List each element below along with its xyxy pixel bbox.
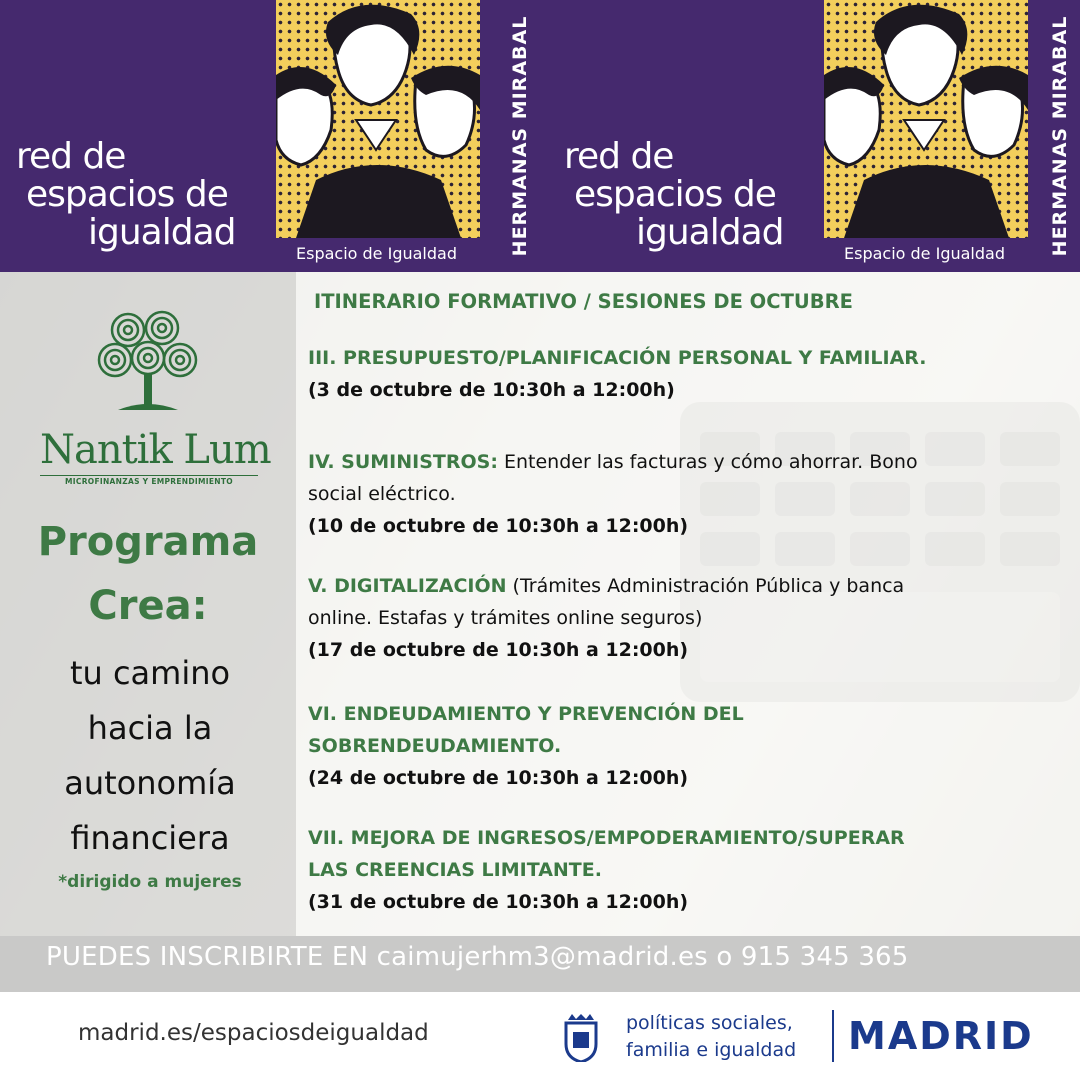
session-description-line: social eléctrico.	[308, 483, 456, 505]
session-description-line: online. Estafas y trámites online seguros)	[308, 607, 703, 629]
mirabal-sisters-illustration	[824, 0, 1028, 238]
logo-line-2: espacios de	[574, 174, 776, 215]
session-iii	[308, 342, 1068, 406]
session-heading	[308, 822, 1068, 854]
logo-line-1: red de	[564, 136, 674, 177]
program-subtitle	[0, 646, 300, 866]
session-vi	[308, 698, 1068, 794]
footer-divider	[832, 1010, 834, 1062]
hermanas-mirabal-title: HERMANAS MIRABAL	[1049, 15, 1071, 257]
session-date: (10 de octubre de 10:30h a 12:00h)	[308, 515, 689, 537]
itinerary-title: ITINERARIO FORMATIVO / SESIONES DE OCTUBRE	[314, 290, 853, 313]
madrid-logo-text: MADRID	[848, 1014, 1034, 1058]
session-heading	[308, 342, 1068, 374]
inscription-text: PUEDES INSCRIBIRTE EN caimujerhm3@madrid.es o 915 345 365	[46, 942, 909, 972]
program-title-line-2: Crea:	[88, 583, 208, 629]
session-vii	[308, 822, 1068, 918]
logo-line-3: igualdad	[88, 212, 236, 253]
banner-right	[548, 0, 1080, 272]
mirabal-sisters-illustration	[276, 0, 480, 238]
program-subtitle-line: financiera	[70, 819, 230, 857]
madrid-crest-icon	[564, 1014, 598, 1062]
program-left-panel	[0, 272, 296, 936]
logo-line-2: espacios de	[26, 174, 228, 215]
session-heading-text: SOBRENDEUDAMIENTO.	[308, 735, 562, 757]
session-description: Entender las facturas y cómo ahorrar. Bono	[497, 451, 918, 473]
session-date: (17 de octubre de 10:30h a 12:00h)	[308, 639, 689, 661]
session-heading	[308, 570, 1068, 602]
session-heading	[308, 446, 1068, 478]
top-banner	[0, 0, 1080, 272]
session-heading-text: IV. SUMINISTROS:	[308, 451, 498, 473]
target-audience-note: *dirigido a mujeres	[58, 872, 242, 892]
session-heading-text: V. DIGITALIZACIÓN	[308, 575, 507, 597]
inscription-bar	[0, 936, 1080, 992]
session-heading	[308, 730, 1068, 762]
program-section	[0, 272, 1080, 936]
banner-left	[0, 0, 540, 272]
session-description: (Trámites Administración Pública y banca	[506, 575, 905, 597]
session-date: (3 de octubre de 10:30h a 12:00h)	[308, 379, 675, 401]
hermanas-mirabal-title: HERMANAS MIRABAL	[509, 15, 531, 257]
espacio-caption: Espacio de Igualdad	[844, 244, 1005, 263]
espacio-caption: Espacio de Igualdad	[296, 244, 457, 263]
session-v	[308, 570, 1068, 666]
program-title-line-1: Programa	[37, 519, 259, 565]
nantik-lum-logo	[0, 302, 296, 486]
red-espacios-logo	[16, 138, 236, 252]
program-subtitle-line: hacia la	[87, 709, 213, 747]
website-link[interactable]: madrid.es/espaciosdeigualdad	[78, 1020, 429, 1046]
nantik-lum-subtitle: MICROFINANZAS Y EMPRENDIMIENTO	[40, 475, 258, 486]
nantik-lum-name: Nantik Lum	[40, 427, 271, 473]
session-heading-text: VI. ENDEUDAMIENTO Y PREVENCIÓN DEL	[308, 703, 744, 725]
session-heading-text: LAS CREENCIAS LIMITANTE.	[308, 859, 602, 881]
department-line-1: políticas sociales,	[626, 1012, 793, 1034]
session-date: (31 de octubre de 10:30h a 12:00h)	[308, 891, 689, 913]
session-heading	[308, 854, 1068, 886]
session-iv	[308, 446, 1068, 542]
session-date: (24 de octubre de 10:30h a 12:00h)	[308, 767, 689, 789]
program-subtitle-line: autonomía	[64, 764, 236, 802]
session-heading	[308, 698, 1068, 730]
program-subtitle-line: tu camino	[69, 654, 231, 692]
session-heading-text: VII. MEJORA DE INGRESOS/EMPODERAMIENTO/SUPERAR	[308, 827, 905, 849]
logo-line-1: red de	[16, 136, 126, 177]
red-espacios-logo	[564, 138, 784, 252]
tree-icon	[0, 302, 296, 427]
logo-line-3: igualdad	[636, 212, 784, 253]
session-heading-text: III. PRESUPUESTO/PLANIFICACIÓN PERSONAL Y FAMILIAR.	[308, 347, 927, 369]
footer	[0, 992, 1080, 1080]
department-name	[626, 1010, 796, 1064]
department-line-2: familia e igualdad	[626, 1039, 797, 1061]
